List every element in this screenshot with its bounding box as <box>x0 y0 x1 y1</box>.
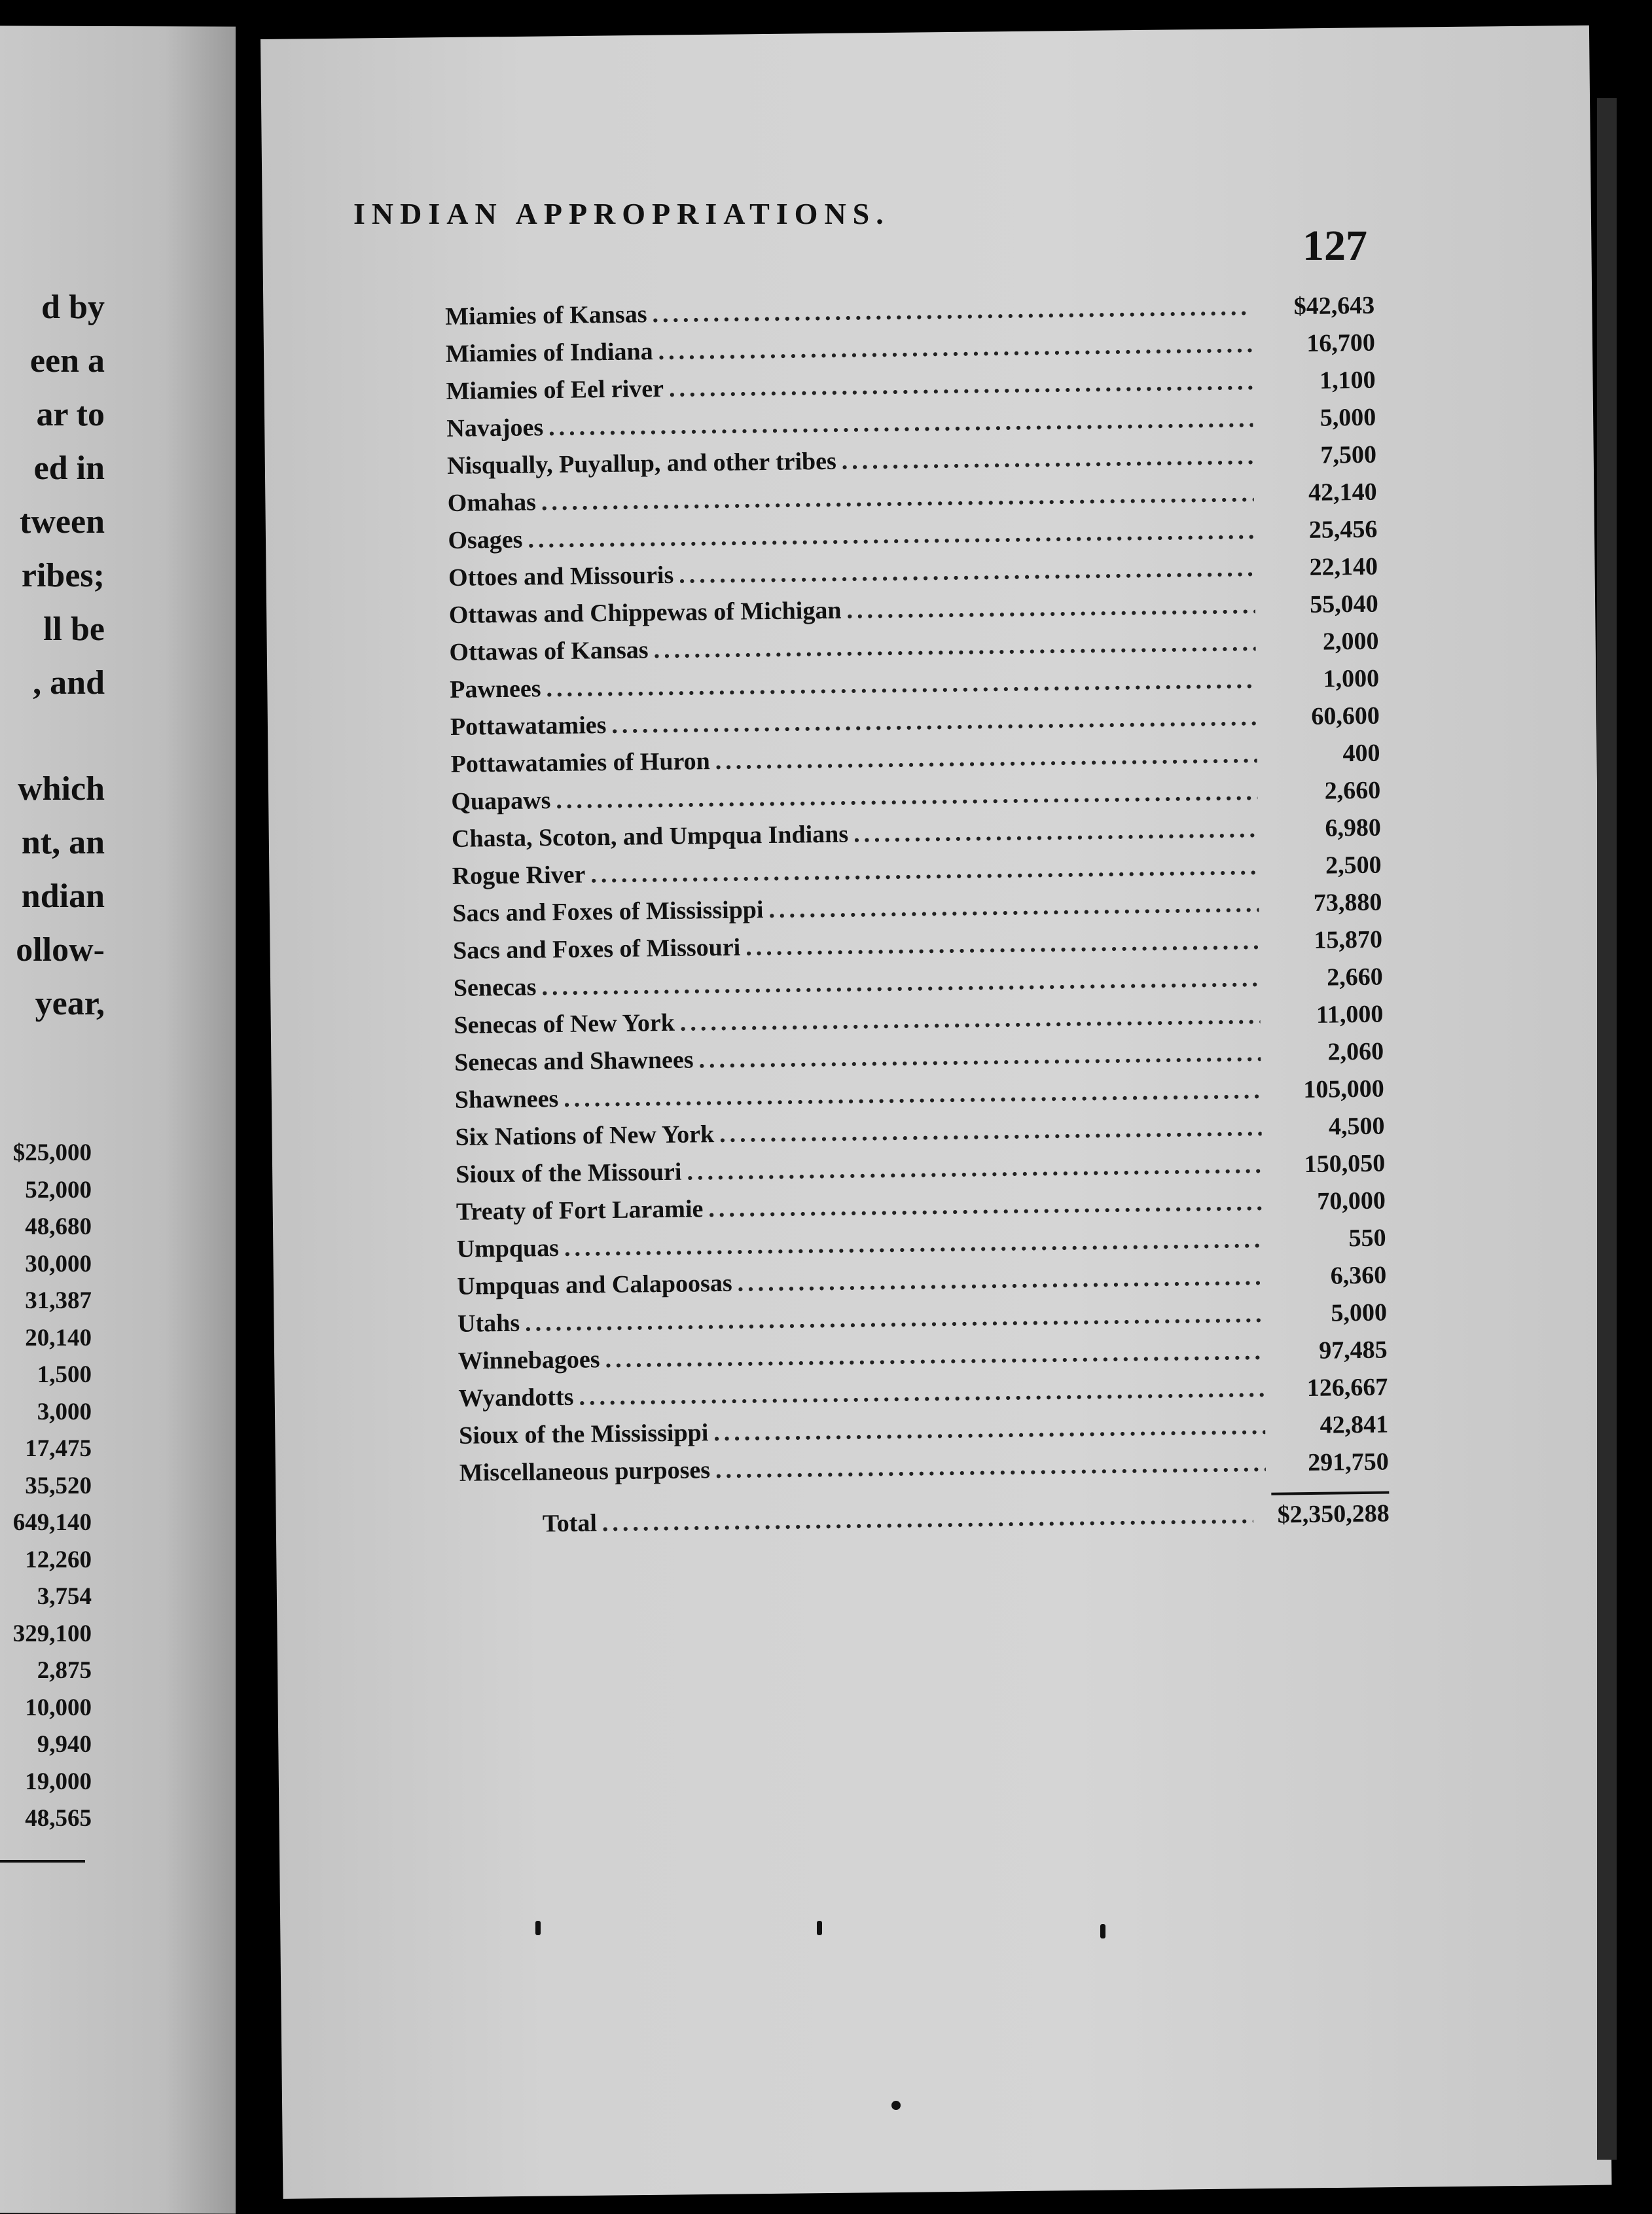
tribe-name: Miamies of Indiana <box>445 338 653 368</box>
amount: 649,140 <box>12 1509 92 1536</box>
tribe-amount: 25,456 <box>1308 515 1378 544</box>
text-fragment: tween <box>20 503 105 541</box>
tribe-name: Miscellaneous purposes <box>459 1456 711 1487</box>
tribe-amount: 1,100 <box>1319 366 1376 395</box>
total-label: Total <box>542 1509 598 1538</box>
previous-page-total-rule <box>0 1860 85 1863</box>
amount: 329,100 <box>12 1620 92 1647</box>
tribe-name: Miamies of Eel river <box>446 374 664 405</box>
tribe-name: Sioux of the Missouri <box>456 1158 682 1188</box>
amount: 30,000 <box>25 1250 92 1277</box>
running-head: INDIAN APPROPRIATIONS. <box>353 197 890 230</box>
tribe-amount: 2,000 <box>1322 627 1379 656</box>
amount: 12,260 <box>25 1546 92 1573</box>
tribe-amount: 2,060 <box>1327 1037 1384 1066</box>
text-fragment: d by <box>41 289 105 326</box>
leader-dots <box>715 1449 1266 1484</box>
tribe-name: Ottoes and Missouris <box>448 561 674 592</box>
tribe-name: Sacs and Foxes of Missouri <box>452 933 741 965</box>
leader-dots <box>679 554 1255 590</box>
leader-dots <box>715 740 1257 776</box>
tribe-amount: 5,000 <box>1331 1298 1388 1327</box>
tribe-amount: 5,000 <box>1320 403 1376 432</box>
previous-page-text <box>0 288 105 1038</box>
tribe-name: Umpquas <box>456 1234 560 1263</box>
amount: 48,680 <box>25 1213 92 1240</box>
tribe-name: Treaty of Fort Laramie <box>456 1195 704 1226</box>
leader-dots <box>842 442 1254 476</box>
tribe-name: Nisqually, Puyallup, and other tribes <box>446 447 837 480</box>
tribe-name: Umpquas and Calapoosas <box>457 1269 732 1300</box>
speck <box>1100 1924 1105 1938</box>
amount: 19,000 <box>25 1768 92 1795</box>
tribe-amount: 6,980 <box>1325 813 1382 842</box>
tribe-name: Six Nations of New York <box>455 1120 715 1151</box>
text-fragment: year, <box>35 985 105 1022</box>
tribe-name: Quapaws <box>451 787 551 815</box>
amount: $25,000 <box>12 1139 92 1166</box>
tribe-amount: 70,000 <box>1317 1187 1386 1215</box>
text-fragment: ollow- <box>16 931 105 969</box>
page-number: 127 <box>1302 222 1367 270</box>
tribe-name: Ottawas and Chippewas of Michigan <box>448 596 842 629</box>
tribe-amount: 15,870 <box>1314 925 1383 954</box>
leader-dots <box>737 1262 1263 1298</box>
tribe-amount: 150,050 <box>1304 1149 1386 1179</box>
leader-dots <box>687 1151 1262 1187</box>
leader-dots <box>713 1412 1265 1447</box>
total-rule <box>1271 1491 1389 1495</box>
amount: 52,000 <box>25 1176 92 1204</box>
tribe-amount: 6,360 <box>1330 1261 1387 1290</box>
tribe-amount: $42,643 <box>1293 291 1375 321</box>
tribe-name: Ottawas of Kansas <box>449 636 649 666</box>
tribe-amount: 73,880 <box>1313 888 1382 917</box>
tribe-amount: 105,000 <box>1303 1075 1385 1104</box>
tribe-name: Chasta, Scoton, and Umpqua Indians <box>451 820 849 853</box>
tribe-amount: 97,485 <box>1318 1336 1388 1365</box>
page-edge-shadow <box>1597 98 1617 2160</box>
amount: 35,520 <box>25 1472 92 1499</box>
speck <box>535 1921 541 1935</box>
text-fragment: , and <box>33 664 105 702</box>
tribe-name: Rogue River <box>452 861 586 890</box>
tribe-amount: 11,000 <box>1316 1000 1384 1029</box>
amount: 10,000 <box>25 1694 92 1721</box>
amount: 1,500 <box>37 1361 92 1388</box>
tribe-amount: 550 <box>1348 1224 1386 1253</box>
text-fragment: ndian <box>21 878 105 915</box>
tribe-amount: 2,500 <box>1325 851 1382 880</box>
tribe-name: Miamies of Kansas <box>445 300 647 330</box>
tribe-amount: 4,500 <box>1328 1112 1385 1141</box>
tribe-amount: 60,600 <box>1311 702 1380 730</box>
appropriations-table <box>445 291 1390 1550</box>
text-fragment: ll be <box>43 611 105 648</box>
tribe-name: Omahas <box>447 488 537 517</box>
tribe-amount: 7,500 <box>1320 440 1377 469</box>
text-fragment: which <box>18 770 105 808</box>
previous-page-amounts <box>0 1139 92 1842</box>
amount: 3,000 <box>37 1398 92 1425</box>
tribe-name: Senecas of New York <box>454 1009 675 1039</box>
tribe-name: Sacs and Foxes of Mississippi <box>452 896 764 927</box>
tribe-name: Senecas and Shawnees <box>454 1046 694 1077</box>
tribe-name: Sioux of the Mississippi <box>458 1419 709 1450</box>
tribe-name: Navajoes <box>446 414 544 442</box>
tribe-amount: 1,000 <box>1323 664 1380 693</box>
amount: 20,140 <box>25 1324 92 1351</box>
tribe-amount: 22,140 <box>1309 552 1378 581</box>
tribe-amount: 2,660 <box>1324 776 1381 805</box>
leader-dots <box>719 1113 1262 1149</box>
leader-dots <box>602 1501 1253 1537</box>
tribe-name: Pottawatamies <box>450 711 607 741</box>
tribe-amount: 42,841 <box>1320 1410 1389 1439</box>
leader-dots <box>846 591 1255 625</box>
amount: 31,387 <box>25 1287 92 1314</box>
total-amount: $2,350,288 <box>1277 1499 1390 1529</box>
text-fragment: ed in <box>33 450 105 487</box>
amount: 17,475 <box>25 1435 92 1462</box>
tribe-amount: 291,750 <box>1308 1448 1390 1477</box>
leader-dots <box>768 889 1259 924</box>
tribe-name: Senecas <box>453 973 537 1002</box>
tribe-amount: 16,700 <box>1306 329 1376 357</box>
leader-dots <box>708 1188 1263 1223</box>
amount: 48,565 <box>25 1805 92 1832</box>
text-fragment: ribes; <box>21 557 105 594</box>
text-fragment: een a <box>29 342 105 380</box>
tribe-name: Pawnees <box>449 675 541 704</box>
speck <box>817 1921 822 1935</box>
amount: 2,875 <box>37 1657 92 1684</box>
amount: 3,754 <box>37 1583 92 1610</box>
leader-dots <box>853 815 1258 849</box>
tribe-name: Winnebagoes <box>458 1346 600 1375</box>
text-fragment: nt, an <box>21 824 105 861</box>
text-fragment: ar to <box>36 396 105 433</box>
tribe-name: Pottawatamies of Huron <box>450 747 711 778</box>
leader-dots <box>680 1001 1261 1037</box>
tribe-name: Osages <box>448 526 523 554</box>
amount: 9,940 <box>37 1731 92 1758</box>
speck <box>891 2101 901 2110</box>
tribe-amount: 126,667 <box>1306 1373 1388 1402</box>
tribe-amount: 400 <box>1342 739 1380 768</box>
leader-dots <box>745 927 1259 962</box>
tribe-name: Shawnees <box>454 1084 559 1114</box>
tribe-name: Utahs <box>457 1309 520 1338</box>
tribe-name: Wyandotts <box>458 1383 574 1412</box>
tribe-amount: 42,140 <box>1308 478 1377 507</box>
tribe-amount: 55,040 <box>1309 590 1378 618</box>
leader-dots <box>698 1039 1261 1074</box>
tribe-amount: 2,660 <box>1326 963 1383 991</box>
